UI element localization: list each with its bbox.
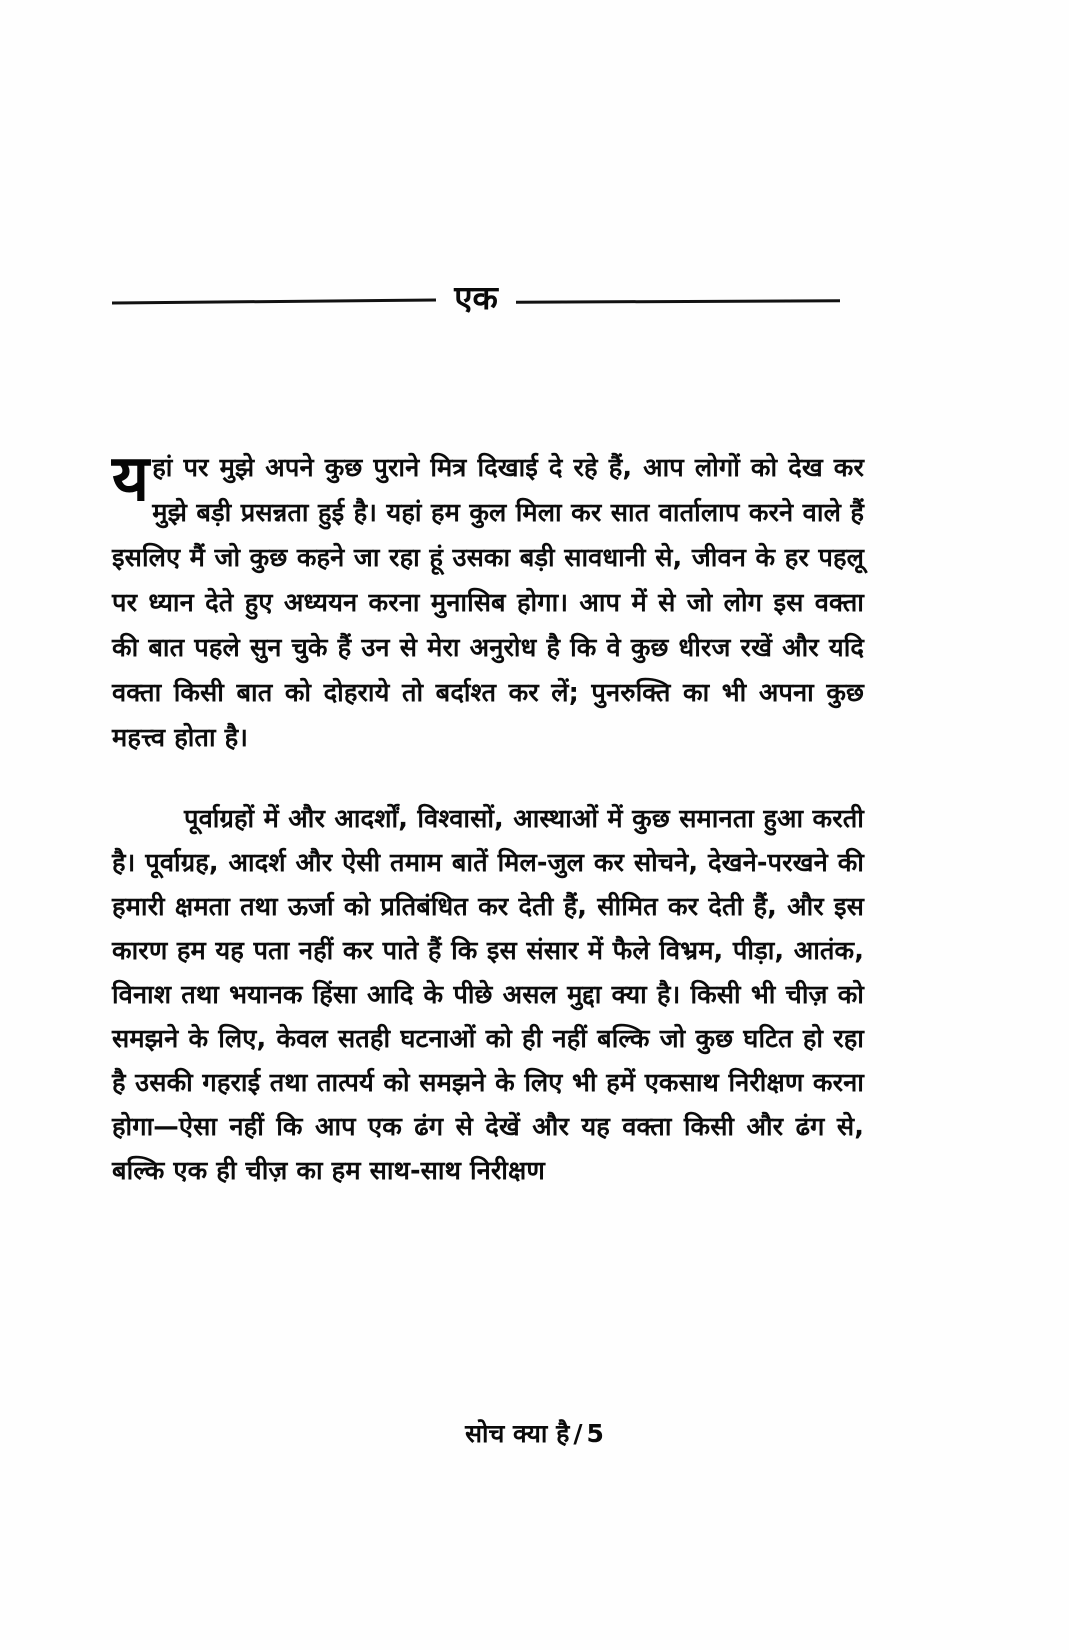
footer-book-title: सोच क्या है — [465, 1419, 570, 1448]
body-text — [112, 442, 864, 1193]
paragraph-first-text: हां पर मुझे अपने कुछ पुराने मित्र दिखाई दे रहे हैं, आप लोगों को देख कर मुझे बड़ी प्रसन्नता हुई है। यहां हम कुल मिला कर सात वार्तालाप करने वाले हैं इसलिए मैं जो कुछ कहने जा रहा हूं उसका बड़ी सावधानी से, जीवन के हर पहलू पर ध्यान देते हुए अध्ययन करना मुनासिब होगा। आप में से जो लोग इस वक्ता की बात पहले सुन चुके हैं उन से मेरा अनुरोध है कि वे कुछ धीरज रखें और यदि वक्ता किसी बात को दोहराये तो बर्दाश्त कर लें; पुनरुक्ति का भी अपना कुछ महत्त्व होता है। — [112, 453, 864, 753]
chapter-title: एक — [454, 277, 498, 317]
page-footer — [0, 1416, 1069, 1450]
heading-rule-left — [112, 298, 436, 304]
heading-rule-right — [516, 299, 840, 303]
chapter-heading — [112, 272, 840, 326]
footer-page-number: 5 — [586, 1419, 604, 1448]
paragraph-first — [112, 442, 864, 761]
paragraph-second-text: पूर्वाग्रहों में और आदर्शों, विश्वासों, आस्थाओं में कुछ समानता हुआ करती है। पूर्वाग्रह, आदर्श और ऐसी तमाम बातें मिल-जुल कर सोचने, देखने-परखने की हमारी क्षमता तथा ऊर्जा को प्रतिबंधित कर देती हैं, सीमित कर देती हैं, और इस कारण हम यह पता नहीं कर पाते हैं कि इस संसार में फैले विभ्रम, पीड़ा, आतंक, विनाश तथा भयानक हिंसा आदि के पीछे असल मुद्दा क्या है। किसी भी चीज़ को समझने के लिए, केवल सतही घटनाओं को ही नहीं बल्कि जो कुछ घटित हो रहा है उसकी गहराई तथा तात्पर्य को समझने के लिए भी हमें एकसाथ निरीक्षण करना होगा—ऐसा नहीं कि आप एक ढंग से देखें और यह वक्ता किसी और ढंग से, बल्कि एक ही चीज़ का हम साथ-साथ निरीक्षण — [112, 804, 864, 1186]
drop-cap: य — [112, 442, 150, 516]
footer-separator: / — [573, 1419, 583, 1448]
paragraph-second — [112, 797, 864, 1193]
